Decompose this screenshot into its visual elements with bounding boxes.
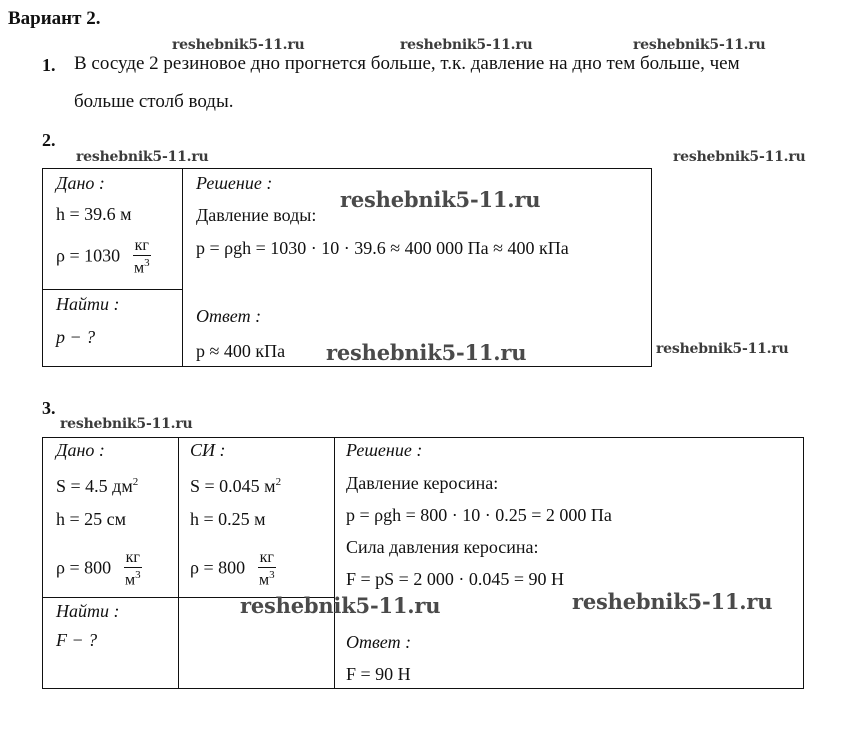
watermark: reshebnik5-11.ru	[240, 593, 441, 618]
task3-number: 3.	[42, 398, 56, 418]
si-s-value: S = 0.045 м	[190, 476, 276, 496]
task2-answer-value: p ≈ 400 кПа	[196, 341, 286, 361]
task3-given-s	[56, 476, 138, 497]
watermark: reshebnik5-11.ru	[673, 149, 806, 165]
task3-solution-line2: p = ρgh = 800 · 10 · 0.25 = 2 000 Па	[346, 505, 612, 525]
task3-given-rho	[56, 550, 142, 588]
unit-exponent: 3	[269, 569, 275, 581]
given-s-exponent: 2	[132, 476, 139, 488]
task2-rho-value: ρ = 1030	[56, 245, 121, 266]
unit-fraction	[258, 550, 276, 588]
task1-number: 1.	[42, 55, 56, 75]
task3-solution-line4: F = pS = 2 000 · 0.045 = 90 Н	[346, 569, 564, 589]
task3-si-label: СИ :	[190, 440, 226, 460]
unit-numerator: кг	[134, 237, 149, 254]
watermark: reshebnik5-11.ru	[172, 37, 305, 53]
task2-find-label: Найти :	[56, 294, 120, 314]
task3-answer-value: F = 90 Н	[346, 664, 411, 684]
task2-given-h: h = 39.6 м	[56, 204, 132, 224]
si-rho-value: ρ = 800	[190, 557, 246, 578]
watermark: reshebnik5-11.ru	[76, 149, 209, 165]
task3-si-h: h = 0.25 м	[190, 509, 266, 529]
unit-numerator: кг	[259, 549, 274, 566]
task3-find-label: Найти :	[56, 601, 120, 621]
task1-line2: больше столб воды.	[74, 91, 234, 112]
task2-solution-line1: Давление воды:	[196, 205, 317, 225]
unit-denominator: м	[259, 571, 270, 589]
task2-given-rho	[56, 238, 151, 276]
unit-denominator: м	[125, 571, 136, 589]
task2-solution-label: Решение :	[196, 173, 273, 193]
task3-solution-line1: Давление керосина:	[346, 473, 499, 493]
unit-exponent: 3	[144, 257, 150, 269]
task3-given-label: Дано :	[56, 440, 105, 460]
unit-denominator: м	[134, 259, 145, 277]
watermark: reshebnik5-11.ru	[656, 341, 789, 357]
task2-answer-label: Ответ :	[196, 306, 262, 326]
task2-number: 2.	[42, 130, 56, 150]
task3-si-rho	[190, 550, 276, 588]
task1-line1: В сосуде 2 резиновое дно прогнется больше, т.к. давление на дно тем больше, чем	[74, 53, 740, 74]
task2-solution-line2: p = ρgh = 1030 · 10 · 39.6 ≈ 400 000 Па ≈ 400 кПа	[196, 238, 569, 258]
variant-title: Вариант 2.	[8, 8, 101, 29]
unit-fraction	[124, 550, 142, 588]
watermark: reshebnik5-11.ru	[60, 416, 193, 432]
task3-find-value: F − ?	[56, 630, 98, 650]
task3-rho-value: ρ = 800	[56, 557, 112, 578]
watermark: reshebnik5-11.ru	[633, 37, 766, 53]
task3-solution-label: Решение :	[346, 440, 423, 460]
unit-fraction	[133, 238, 151, 276]
watermark: reshebnik5-11.ru	[400, 37, 533, 53]
task2-find-value: p − ?	[56, 327, 96, 347]
task3-given-h: h = 25 см	[56, 509, 127, 529]
watermark: reshebnik5-11.ru	[572, 589, 773, 614]
unit-numerator: кг	[125, 549, 140, 566]
task3-answer-label: Ответ :	[346, 632, 412, 652]
task3-solution-line3: Сила давления керосина:	[346, 537, 539, 557]
task2-given-label: Дано :	[56, 173, 105, 193]
task3-si-s	[190, 476, 281, 497]
si-s-exponent: 2	[275, 476, 282, 488]
unit-exponent: 3	[135, 569, 141, 581]
watermark: reshebnik5-11.ru	[340, 187, 541, 212]
given-s-value: S = 4.5 дм	[56, 476, 133, 496]
watermark: reshebnik5-11.ru	[326, 340, 527, 365]
